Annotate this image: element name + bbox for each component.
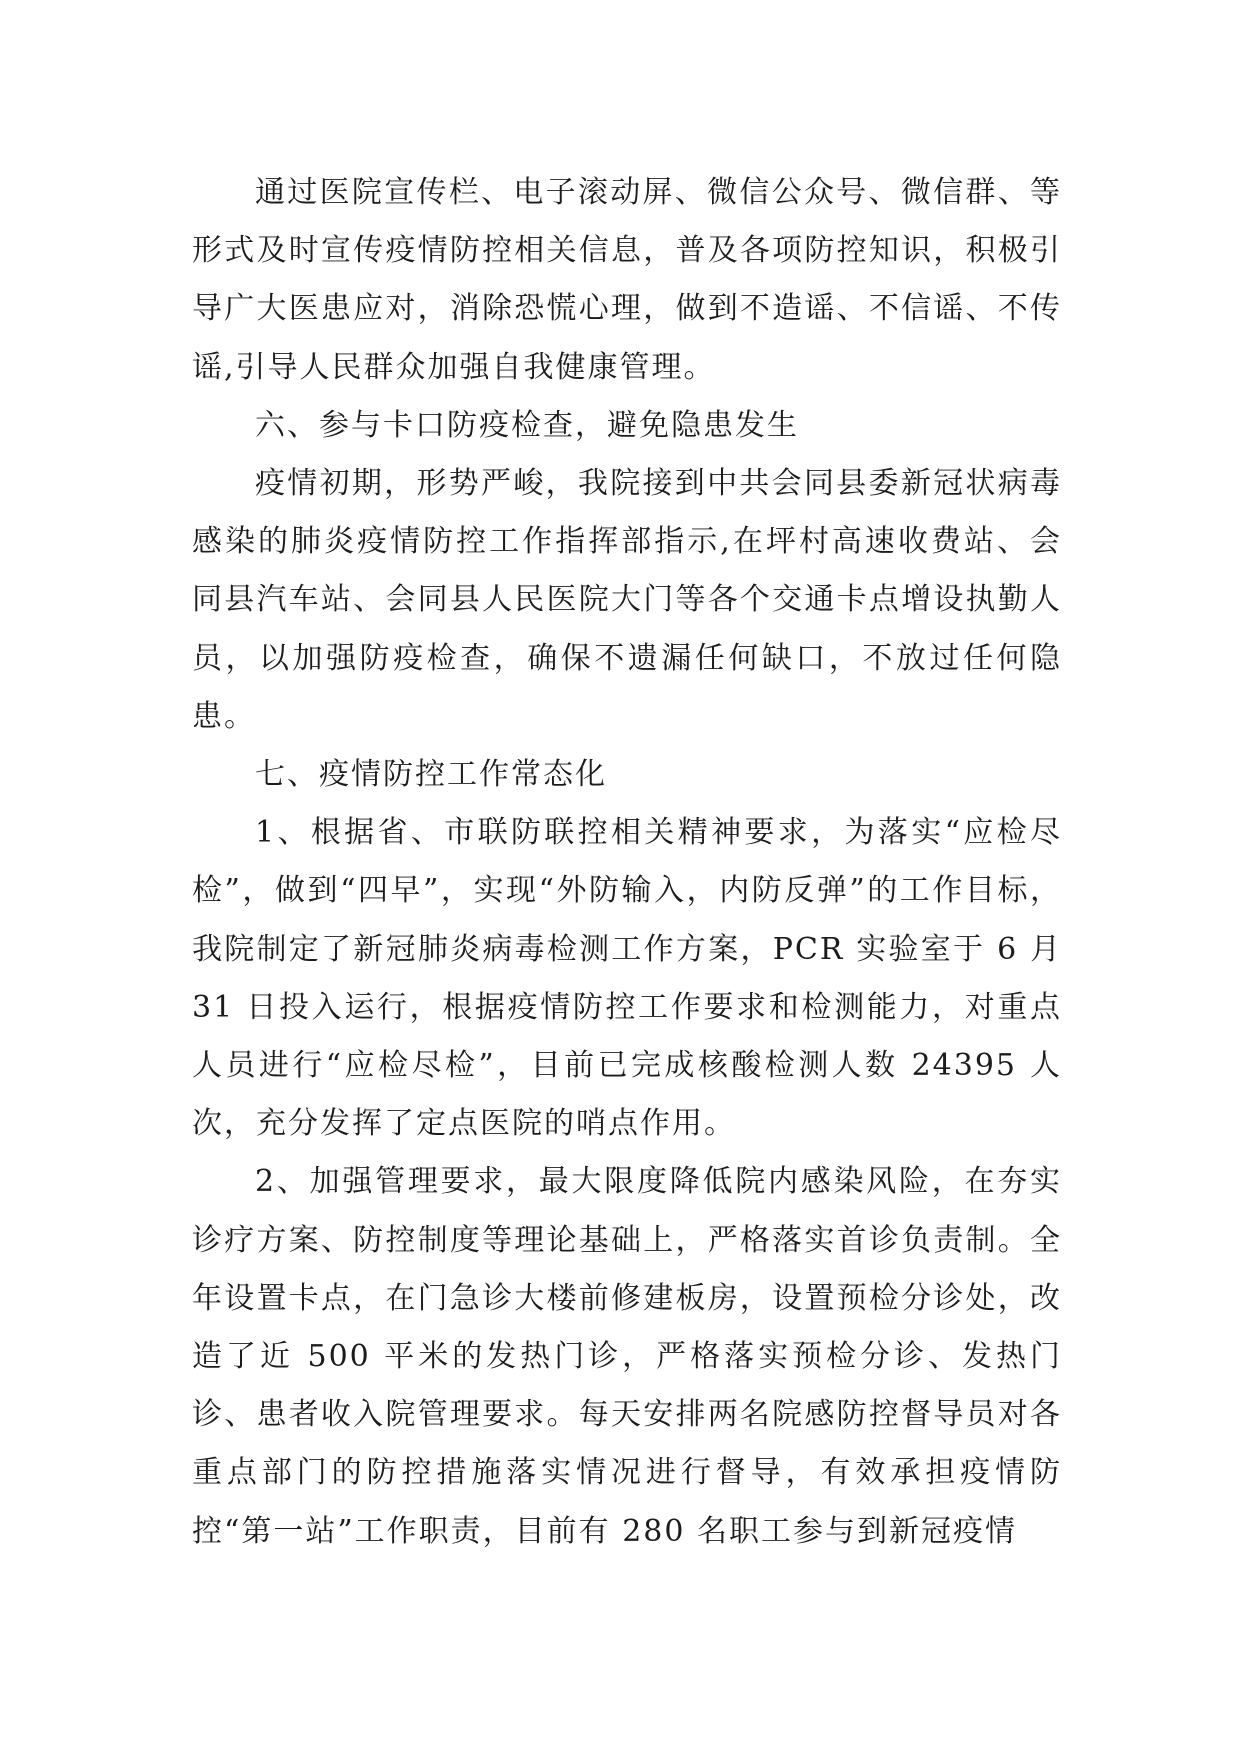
paragraph-checkpoints: 疫情初期，形势严峻，我院接到中共会同县委新冠状病毒感染的肺炎疫情防控工作指挥部指示,在坪村高速收费站、会同县汽车站、会同县人民医院大门等各个交通卡点增设执勤人员，以加强防疫检查，确保不遗漏任何缺口，不放过任何隐患。 bbox=[192, 466, 1062, 734]
paragraph-management: 2、加强管理要求，最大限度降低院内感染风险，在夯实诊疗方案、防控制度等理论基础上，严格落实首诊负责制。全年设置卡点，在门急诊大楼前修建板房，设置预检分诊处，改造了近 500 平米的发热门诊，严格落实预检分诊、发热门诊、患者收入院管理要求。每天安排两名院感防控督导员对各重点部门的防控措施落实情况进行督导，有效承担疫情防控“第一站”工作职责，目前有 280 名职工参与到新冠疫情 bbox=[192, 1164, 1062, 1549]
document-page bbox=[192, 164, 1062, 1561]
paragraph-publicity: 通过医院宣传栏、电子滚动屏、微信公众号、微信群、等形式及时宣传疫情防控相关信息，普及各项防控知识，积极引导广大医患应对，消除恐慌心理，做到不造谣、不信谣、不传谣,引导人民群众加强自我健康管理。 bbox=[192, 175, 1062, 385]
paragraph-pcr-testing: 1、根据省、市联防联控相关精神要求，为落实“应检尽检”，做到“四早”，实现“外防输入，内防反弹”的工作目标，我院制定了新冠肺炎病毒检测工作方案，PCR 实验室于 6 月 31 日投入运行，根据疫情防控工作要求和检测能力，对重点人员进行“应检尽检”，目前已完成核酸检测人数 24395 人次，充分发挥了定点医院的哨点作用。 bbox=[192, 815, 1062, 1142]
section-heading-7: 七、疫情防控工作常态化 bbox=[255, 757, 607, 793]
section-heading-6: 六、参与卡口防疫检查，避免隐患发生 bbox=[255, 407, 799, 443]
